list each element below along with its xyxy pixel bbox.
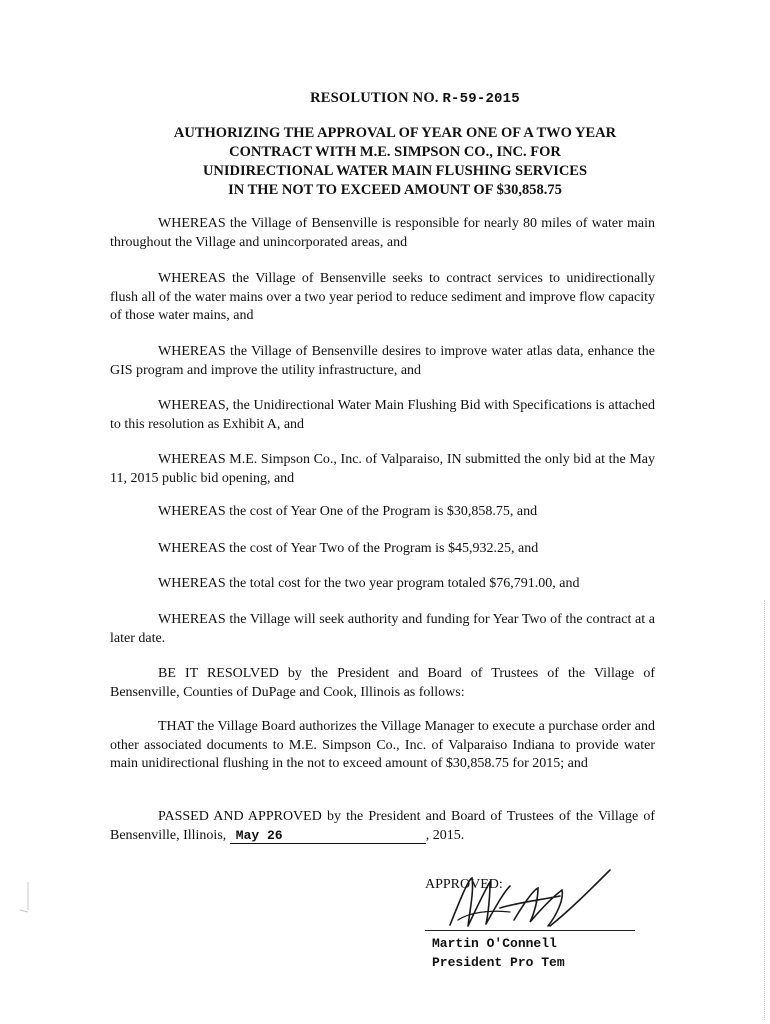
paragraph-text: WHEREAS the Village of Bensenville desires to improve water atlas data, enhance the GIS program and improve the utility infrastructure, and	[110, 344, 655, 378]
authorization-paragraph	[110, 718, 655, 774]
paragraph-text: WHEREAS the cost of Year One of the Program is $30,858.75, and	[158, 504, 538, 519]
whereas-paragraph-3	[110, 343, 655, 380]
approved-label: APPROVED:	[425, 877, 503, 892]
whereas-paragraph-8	[110, 575, 655, 594]
signer-name: Martin O'Connell	[432, 936, 557, 951]
handwritten-signature	[430, 860, 630, 940]
paragraph-text: WHEREAS the total cost for the two year program totaled $76,791.00, and	[158, 576, 580, 591]
resolution-label: RESOLUTION NO.	[310, 90, 439, 106]
paragraph-text: WHEREAS the cost of Year Two of the Program is $45,932.25, and	[158, 541, 539, 556]
signer-block	[432, 934, 565, 972]
whereas-paragraph-5	[110, 451, 655, 488]
passed-approved-paragraph	[110, 808, 655, 845]
paragraph-text: , 2015.	[425, 827, 465, 843]
title-line: UNIDIRECTIONAL WATER MAIN FLUSHING SERVICES	[202, 163, 588, 179]
whereas-paragraph-7	[110, 540, 655, 559]
paragraph-text: THAT the Village Board authorizes the Village Manager to execute a purchase order and other associated documents to M.E. Simpson Co., Inc. of Valparaiso Indiana to provide water main unidirectional flushing in the not to exceed amount of $30,858.75 for 2015; and	[110, 719, 655, 771]
title-line: CONTRACT WITH M.E. SIMPSON CO., INC. FOR	[229, 144, 561, 160]
paragraph-text: BE IT RESOLVED by the President and Board of Trustees of the Village of Bensenville, Counties of DuPage and Cook, Illinois as follows:	[110, 666, 655, 700]
paragraph-text: WHEREAS M.E. Simpson Co., Inc. of Valparaiso, IN submitted the only bid at the May 11, 2015 public bid opening, and	[110, 452, 655, 486]
scan-edge-mark	[18, 880, 32, 920]
paragraph-text: WHEREAS the Village of Bensenville seeks to contract services to unidirectionally flush all of the water mains over a two year period to reduce sediment and improve flow capacity of those water mains, and	[110, 271, 655, 323]
whereas-paragraph-1	[110, 215, 655, 252]
signature-line	[425, 930, 635, 931]
date-fill-in: May 26	[230, 829, 426, 844]
scan-right-edge	[764, 600, 766, 1020]
title-line: IN THE NOT TO EXCEED AMOUNT OF $30,858.75	[228, 182, 562, 198]
resolution-number-heading	[0, 90, 770, 107]
whereas-paragraph-6	[110, 503, 655, 522]
signer-title: President Pro Tem	[432, 955, 565, 970]
whereas-paragraph-9	[110, 611, 655, 648]
paragraph-text: WHEREAS, the Unidirectional Water Main Flushing Bid with Specifications is attached to this resolution as Exhibit A, and	[110, 398, 655, 432]
paragraph-text: WHEREAS the Village of Bensenville is responsible for nearly 80 miles of water main throughout the Village and unincorporated areas, and	[110, 216, 655, 250]
resolution-title	[100, 124, 690, 200]
whereas-paragraph-2	[110, 270, 655, 326]
resolved-paragraph	[110, 665, 655, 702]
resolution-number: R-59-2015	[442, 91, 520, 107]
title-line: AUTHORIZING THE APPROVAL OF YEAR ONE OF A TWO YEAR	[173, 125, 617, 141]
paragraph-text: WHEREAS the Village will seek authority and funding for Year Two of the contract at a later date.	[110, 612, 655, 646]
whereas-paragraph-4	[110, 397, 655, 434]
paragraph-text: PASSED AND APPROVED by the President and Board of Trustees of the Village of Bensenville, Illinois,	[110, 809, 655, 843]
